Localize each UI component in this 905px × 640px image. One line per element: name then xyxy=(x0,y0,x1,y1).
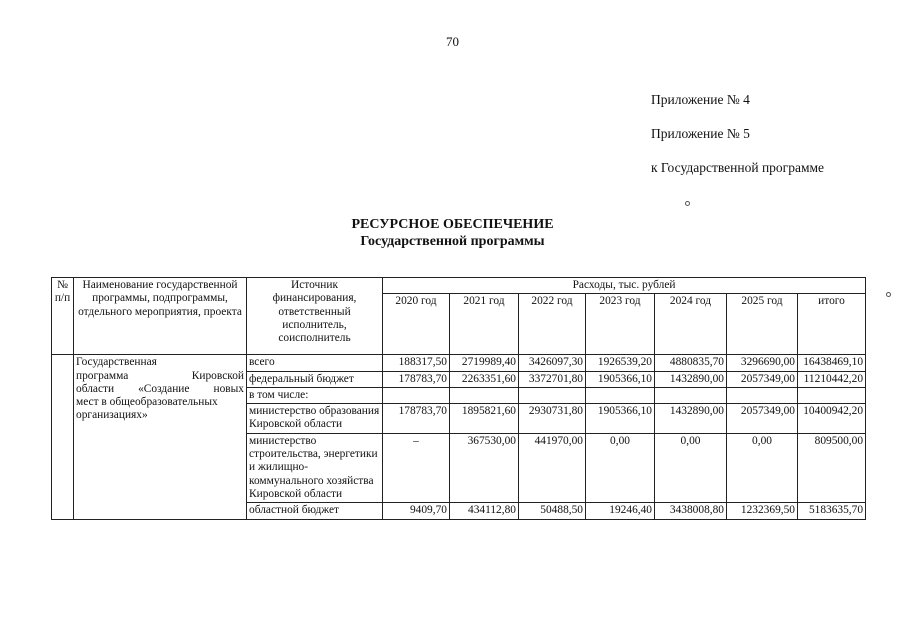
value-cell: 188317,50 xyxy=(383,355,450,371)
value-cell xyxy=(519,387,586,403)
value-cell: 2263351,60 xyxy=(450,371,519,387)
value-cell: 3372701,80 xyxy=(519,371,586,387)
header-total: итого xyxy=(798,294,866,355)
value-cell xyxy=(798,387,866,403)
header-expenses: Расходы, тыс. рублей xyxy=(383,278,866,294)
program-name-part: программа xyxy=(76,369,129,382)
source-including: в том числе: xyxy=(247,387,383,403)
value-cell: 441970,00 xyxy=(519,433,586,502)
source-total: всего xyxy=(247,355,383,371)
value-cell: 1905366,10 xyxy=(586,371,655,387)
appendix-line-5: Приложение № 5 xyxy=(651,126,750,141)
document-title xyxy=(0,216,905,250)
header-name: Наименование государственной программы, подпрограммы, отдельного мероприятия, проекта xyxy=(74,278,247,355)
value-cell: 2057349,00 xyxy=(727,404,798,434)
source-ministry-education: министерство образования Кировской области xyxy=(247,404,383,434)
program-name-part: новых xyxy=(213,382,244,395)
program-name-part: Кировской xyxy=(191,369,244,382)
value-cell: 16438469,10 xyxy=(798,355,866,371)
value-cell: 2719989,40 xyxy=(450,355,519,371)
scan-artifact-dot xyxy=(886,292,891,297)
value-cell: 19246,40 xyxy=(586,503,655,519)
value-cell: 11210442,20 xyxy=(798,371,866,387)
value-cell: 3296690,00 xyxy=(727,355,798,371)
value-cell: 0,00 xyxy=(655,433,727,502)
value-cell: 178783,70 xyxy=(383,371,450,387)
row-number-cell xyxy=(52,355,74,519)
header-year-2024: 2024 год xyxy=(655,294,727,355)
program-name-part: организациях» xyxy=(76,409,148,422)
program-name-part: «Создание xyxy=(138,382,190,395)
value-cell: 809500,00 xyxy=(798,433,866,502)
header-year-2021: 2021 год xyxy=(450,294,519,355)
value-cell: 50488,50 xyxy=(519,503,586,519)
value-cell: 0,00 xyxy=(727,433,798,502)
source-ministry-construction: министерство строительства, энергетики и жилищно-коммунального хозяйства Кировской области xyxy=(247,433,383,502)
value-cell xyxy=(586,387,655,403)
source-regional-budget: областной бюджет xyxy=(247,503,383,519)
page-number: 70 xyxy=(446,34,459,49)
program-name-part: области xyxy=(76,382,115,395)
value-cell: 10400942,20 xyxy=(798,404,866,434)
value-cell xyxy=(727,387,798,403)
header-year-2022: 2022 год xyxy=(519,294,586,355)
value-cell: 1905366,10 xyxy=(586,404,655,434)
value-cell: 1432890,00 xyxy=(655,404,727,434)
header-num: № п/п xyxy=(52,278,74,355)
header-year-2020: 2020 год xyxy=(383,294,450,355)
header-row-1 xyxy=(52,278,866,294)
appendix-state-program: к Государственной программе xyxy=(651,160,825,175)
value-cell: 367530,00 xyxy=(450,433,519,502)
value-cell: 1926539,20 xyxy=(586,355,655,371)
resource-table xyxy=(51,277,866,520)
program-name-part: мест в общеобразовательных xyxy=(76,396,218,409)
header-year-2023: 2023 год xyxy=(586,294,655,355)
value-cell: 2930731,80 xyxy=(519,404,586,434)
program-name-part: Государственная xyxy=(76,356,157,369)
header-source: Источник финансирования, ответственный исполнитель, соисполнитель xyxy=(247,278,383,355)
title-line-2: Государственной программы xyxy=(360,234,545,249)
value-cell: 1232369,50 xyxy=(727,503,798,519)
value-cell: 9409,70 xyxy=(383,503,450,519)
header-year-2025: 2025 год xyxy=(727,294,798,355)
scan-artifact-dot xyxy=(685,201,690,206)
appendix-line-4: Приложение № 4 xyxy=(651,92,750,107)
table-row-total xyxy=(52,355,866,371)
value-cell: 4880835,70 xyxy=(655,355,727,371)
value-cell: 3426097,30 xyxy=(519,355,586,371)
source-federal-budget: федеральный бюджет xyxy=(247,371,383,387)
value-cell xyxy=(383,387,450,403)
value-cell: 5183635,70 xyxy=(798,503,866,519)
program-name-cell xyxy=(74,355,247,519)
value-cell: 1432890,00 xyxy=(655,371,727,387)
value-cell: 1895821,60 xyxy=(450,404,519,434)
value-cell xyxy=(655,387,727,403)
value-cell: 178783,70 xyxy=(383,404,450,434)
value-cell: – xyxy=(383,433,450,502)
value-cell: 434112,80 xyxy=(450,503,519,519)
value-cell: 2057349,00 xyxy=(727,371,798,387)
value-cell: 0,00 xyxy=(586,433,655,502)
value-cell xyxy=(450,387,519,403)
value-cell: 3438008,80 xyxy=(655,503,727,519)
title-line-1: РЕСУРСНОЕ ОБЕСПЕЧЕНИЕ xyxy=(351,217,554,232)
